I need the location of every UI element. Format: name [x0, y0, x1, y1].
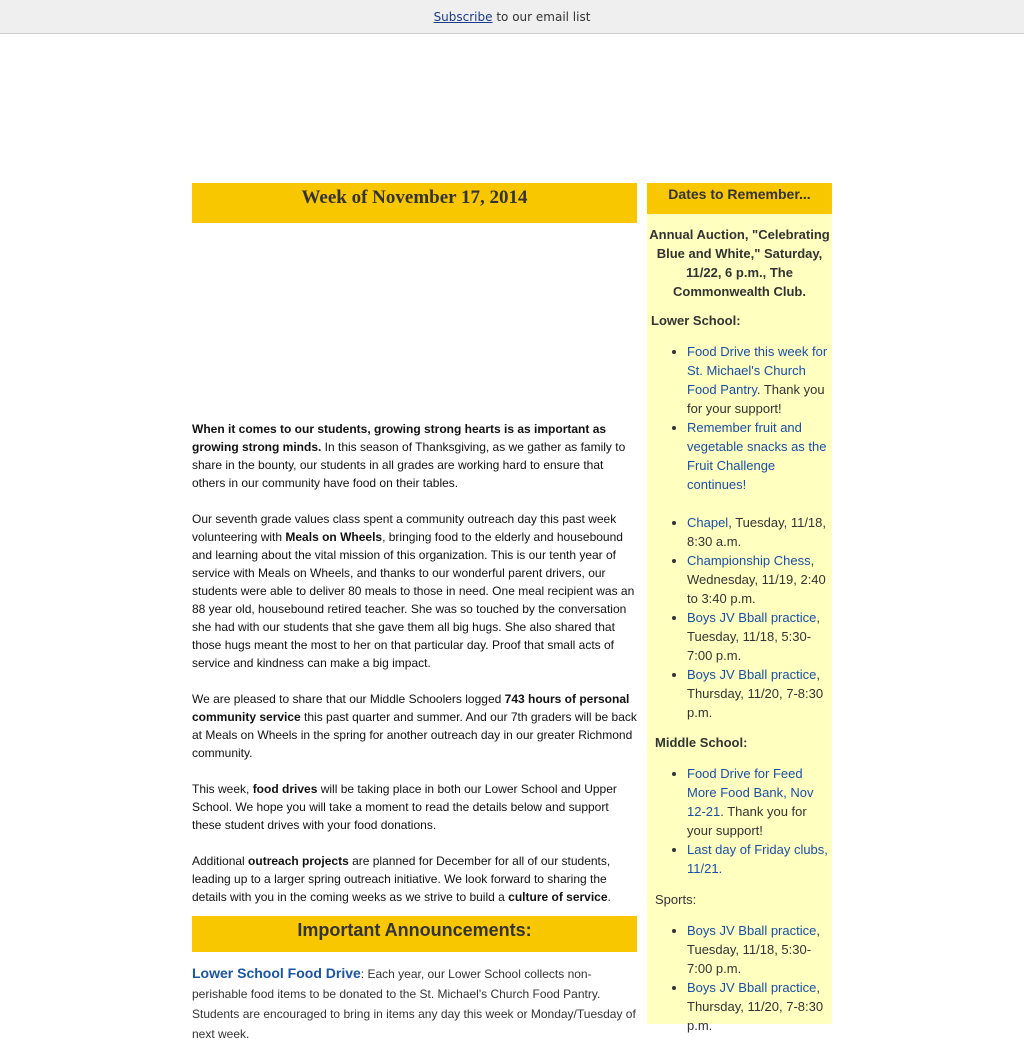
list-item-text: , Thursday, 11/20, 7-8:30 p.m.	[687, 667, 824, 720]
list-item-link[interactable]: Boys JV Bball practice	[687, 980, 817, 995]
subscribe-bar-text: to our email list	[492, 10, 591, 24]
list-item	[687, 764, 832, 840]
paragraph-1-text: In this season of Thanksgiving, as we gather as family to share in the bounty, our students in all grades are working hard to ensure that others in our community have food on their tables.	[192, 440, 626, 490]
list-spacer	[687, 494, 832, 513]
list-item	[687, 921, 832, 978]
list-item-text: , Tuesday, 11/18, 8:30 a.m.	[687, 515, 827, 549]
paragraph-2-bold: Meals on Wheels	[285, 530, 383, 544]
week-title: Week of November 17, 2014	[192, 183, 637, 223]
list-item-link[interactable]: Food Drive for Feed More Food Bank, Nov 12-21	[687, 766, 814, 819]
paragraph-3-text-a: We are pleased to share that our Middle Schoolers logged	[192, 692, 505, 706]
newsletter-main	[192, 183, 637, 1044]
list-item	[687, 840, 832, 878]
list-item	[687, 342, 832, 418]
paragraph-4-bold: food drives	[252, 782, 318, 796]
sports-list	[647, 921, 832, 1035]
list-item	[687, 665, 832, 722]
auction-notice: Annual Auction, "Celebrating Blue and White," Saturday, 11/22, 6 p.m., The Commonwealth Club.	[649, 227, 830, 299]
list-item-link[interactable]: Food Drive this week for St. Michael's Church Food Pantry	[687, 344, 828, 397]
sidebar-title: Dates to Remember...	[647, 183, 832, 214]
dates-sidebar	[647, 183, 832, 1033]
list-item-text: . Thank you for your support!	[687, 804, 807, 838]
paragraph-5	[192, 852, 637, 906]
paragraph-5-bold: outreach projects	[248, 854, 349, 868]
announcement-item	[192, 963, 637, 1044]
paragraph-2	[192, 510, 637, 672]
paragraph-3-bold: 743 hours of personal community service	[192, 692, 630, 724]
list-item	[687, 978, 832, 1035]
list-item-text: . Thank you for your support!	[687, 382, 825, 416]
paragraph-4	[192, 780, 637, 834]
list-item-link[interactable]: Boys JV Bball practice	[687, 610, 817, 625]
list-item	[687, 551, 832, 608]
announcement-text: : Each year, our Lower School collects non-perishable food items to be donated to the St. Michael's Church Food Pantry. Students are encouraged to bring in items any day this week or Monday/Tuesday of next week.	[192, 967, 636, 1041]
list-item-link[interactable]: Boys JV Bball practice	[687, 923, 817, 938]
list-item-text: , Tuesday, 11/18, 5:30-7:00 p.m.	[687, 610, 820, 663]
list-item-link[interactable]: Remember fruit and vegetable snacks as the Fruit Challenge continues!	[687, 420, 827, 492]
subscribe-link[interactable]: Subscribe	[433, 10, 493, 24]
middle-school-title: Middle School:	[655, 735, 748, 750]
lower-school-title: Lower School:	[651, 313, 741, 328]
list-item	[687, 513, 832, 551]
list-item-link[interactable]: Championship Chess	[687, 553, 811, 568]
paragraph-4-text-b: will be taking place in both our Lower School and Upper School. We hope you will take a moment to read the details below and support these student drives with your food donations.	[192, 782, 617, 832]
paragraph-3-text-b: this past quarter and summer. And our 7th graders will be back at Meals on Wheels in the spring for another outreach day in our greater Richmond community.	[192, 710, 637, 760]
paragraph-5-text-b: are planned for December for all of our students, leading up to a larger spring outreach initiative. We look forward to sharing the details with you in the coming weeks as we strive to build a	[192, 854, 611, 904]
list-item-text: , Thursday, 11/20, 7-8:30 p.m.	[687, 980, 824, 1033]
list-item-text: , Wednesday, 11/19, 2:40 to 3:40 p.m.	[687, 553, 826, 606]
paragraph-3	[192, 690, 637, 762]
paragraph-5-bold-2: culture of service	[508, 890, 608, 904]
list-item-link[interactable]: Boys JV Bball practice	[687, 667, 817, 682]
list-item	[687, 608, 832, 665]
paragraph-1-bold: When it comes to our students, growing strong hearts is as important as growing strong minds.	[192, 422, 607, 454]
list-item	[687, 418, 832, 494]
paragraph-2-text-b: , bringing food to the elderly and housebound and learning about the vital mission of this organization. This is our tenth year of service with Meals on Wheels, and thanks to our wonderful parent drivers, our students were able to deliver 80 meals to those in need. One meal recipient was an 88 year old, housebound retired teacher. She was so touched by the conversation she had with our students that she gave them all big hugs. She also shared that those hugs meant the most to her on that particular day. Proof that small acts of service and kindness can make a big impact.	[192, 530, 635, 670]
paragraph-1	[192, 420, 637, 492]
subscribe-bar	[0, 0, 1024, 34]
sports-title: Sports:	[655, 892, 697, 907]
list-item-text: , Tuesday, 11/18, 5:30-7:00 p.m.	[687, 923, 820, 976]
paragraph-4-text-a: This week,	[192, 782, 253, 796]
paragraph-2-text-a: Our seventh grade values class spent a community outreach day this past week volunteering with	[192, 512, 617, 544]
lower-school-list	[647, 342, 832, 722]
paragraph-5-text-a: Additional	[192, 854, 249, 868]
list-item-link[interactable]: Chapel	[687, 515, 729, 530]
announcements-title: Important Announcements:	[192, 916, 637, 952]
image-area	[192, 223, 637, 420]
paragraph-5-text-c: .	[607, 890, 611, 904]
lower-school-food-drive-link[interactable]: Lower School Food Drive	[192, 965, 361, 981]
list-item-link[interactable]: Last day of Friday clubs, 11/21.	[687, 842, 828, 876]
middle-school-list	[647, 764, 832, 878]
